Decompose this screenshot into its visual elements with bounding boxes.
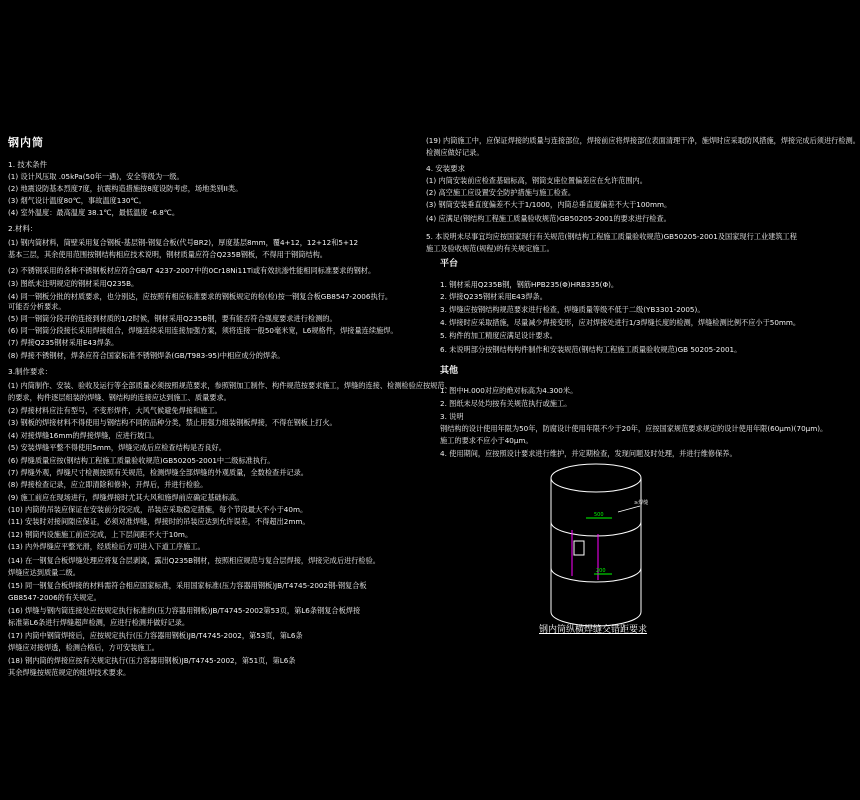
text-line: 2. 焊接Q235钢材采用E43焊条。 — [440, 292, 547, 301]
other-title: 其他 — [440, 366, 459, 376]
text-line: (17) 内筒中钢筒焊接后，应按规定执行(压力容器用钢板)JB/T4745-2002，第53页，第L6条 — [8, 631, 303, 640]
text-line: 其余焊缝按规范规定的组焊技术要求。 — [8, 668, 131, 677]
text-line: 1. 技术条件 — [8, 160, 47, 169]
text-line: 施工及验收规范(规程)的有关规定施工。 — [426, 244, 554, 253]
text-line: 2. 图纸未尽处均按有关规范执行或施工。 — [440, 399, 572, 408]
text-line: 4. 使用期间，应按照设计要求进行维护，并定期检查，发现问题及时处理，并进行维修保养。 — [440, 449, 737, 458]
leader-note: ≥焊缝 — [634, 500, 649, 506]
text-line: (5) 同一钢筒分段开的连接到材质的1/2时候，钢材采用Q235B钢，要有能否符合强度要求进行检测的。 — [8, 314, 337, 323]
text-line: (7) 焊接Q235钢材采用E43焊条。 — [8, 338, 119, 347]
text-line: (7) 焊缝外观，焊缝尺寸检测按照有关规范，检测焊缝全部焊缝的外观质量，全数检查并记录。 — [8, 468, 308, 477]
text-line: 3. 说明 — [440, 412, 464, 421]
text-line: 检测应做好记录。 — [426, 148, 484, 157]
text-line: (1) 内筒安装前应检查基础标高，钢筒支座位置偏差应在允许范围内。 — [426, 176, 647, 185]
dim-label-side: 200 — [596, 568, 606, 574]
dim-label-top: 500 — [594, 512, 604, 518]
text-line: 焊缝应对接焊透，检测合格后，方可安装施工。 — [8, 643, 159, 652]
text-line: (4) 对接焊缝16mm的焊接焊缝，应进行坡口。 — [8, 431, 159, 440]
text-line: 基本三层，其余使用范围按钢结构相应技术说明，钢材质量应符合Q235B钢板，不得用于钢筒结构。 — [8, 250, 327, 259]
text-line: (13) 内外焊缝应平整光滑，经质检后方可进入下道工序施工。 — [8, 542, 205, 551]
text-line: (19) 内筒施工中，应保证焊接的质量与连接部位，焊接前应将焊接部位表面清理干净，施焊时应采取防风措施，焊接完成后须进行检测。 — [426, 136, 860, 145]
text-line: 5. 构件的加工精度应满足设计要求。 — [440, 331, 557, 340]
text-line: (6) 同一钢筒分段接长采用焊接组合，焊缝连续采用连接加强方案，须将连接一般50毫米宽，L6规格件，焊接量连续施焊。 — [8, 326, 398, 335]
text-line: (1) 设计风压取 .05kPa(50年一遇)，安全等级为一级。 — [8, 172, 184, 181]
text-line: 3. 焊缝应按钢结构规范要求进行检查，焊缝质量等级不低于二级(YB3301-2005)。 — [440, 305, 705, 314]
text-line: 6. 未说明部分按钢结构构件制作和安装规范(钢结构工程施工质量验收规范)GB 50205-2001。 — [440, 345, 742, 354]
text-line: (2) 地震设防基本烈度7度，抗震构造措施按8度设防考虑，场地类别II类。 — [8, 184, 243, 193]
text-line: 1. 钢材采用Q235B钢，钢筋HPB235(Φ)HRB335(Φ)。 — [440, 280, 619, 289]
text-line: (2) 高空施工应设置安全防护措施与施工检查。 — [426, 188, 576, 197]
text-line: (2) 不锈钢采用的各种不锈钢板材应符合GB/T 4237-2007中的0Cr18Ni11Ti或有效抗渗性能相同标准要求的钢材。 — [8, 266, 376, 275]
text-line: 焊缝应达到质量二级。 — [8, 568, 80, 577]
text-line: 的要求，构件逐层组装的焊缝、钢结构的连接应达到施工、质量要求。 — [8, 393, 231, 402]
text-line: (1) 内筒制作、安装、验收及运行等全部质量必须按照规范要求，参照钢加工制作、构件规范按要求施工，焊缝的连接、检测检验应按规范、 — [8, 381, 452, 390]
text-line: (1) 钢内筒材料，筒壁采用复合钢板-基层钢-钢复合板(代号BR2)，厚度基层8mm，覆4+12，12+12和5+12 — [8, 238, 359, 247]
text-line: 1. 图中H.000对应的绝对标高为4.300米。 — [440, 386, 578, 395]
text-line: (3) 烟气设计温度80℃，事故温度130℃。 — [8, 196, 146, 205]
text-line: (10) 内筒的吊装应保证在安装前分段完成，吊装应采取稳定措施，每个节段最大不小于40m。 — [8, 505, 308, 514]
platform-title: 平台 — [440, 259, 459, 269]
left-title: 钢内筒 — [8, 136, 44, 149]
text-line: (8) 焊接检查记录，应立即清除和修补，开焊后，并进行检验。 — [8, 480, 208, 489]
text-line: (4) 室外温度：最高温度 38.1℃，最低温度 -6.8℃。 — [8, 208, 180, 217]
text-line: 5. 本说明未尽事宜均应按国家现行有关规范(钢结构工程施工质量验收规范)GB50205-2001及国家现行工业建筑工程 — [426, 232, 797, 241]
text-line: (3) 钢板的焊接材料不得使用与钢结构不同的品种分类，禁止用强力组装钢板焊接，不得在钢板上打火。 — [8, 418, 337, 427]
leader-line — [618, 506, 640, 512]
weld-seam-1 — [551, 522, 641, 536]
text-line: (11) 安装时对接间隙应保证，必须对准焊缝，焊接时的吊装应达到允许误差，不得超出2mm。 — [8, 517, 310, 526]
text-line: 2.材料： — [8, 224, 38, 233]
text-line: 标准第L6条进行焊缝超声检测，应进行检测并做好记录。 — [8, 618, 190, 627]
text-line: 钢结构的设计使用年限为50年，防腐设计使用年限不少于20年，应按国家规范要求规定的设计使用年限(60μm)(70μm)。 — [440, 424, 828, 433]
text-line: (16) 焊缝与钢内筒连接处应按规定执行标准的(压力容器用钢板)JB/T4745-2002第53页，第L6条钢复合板焊接 — [8, 606, 361, 615]
text-line: 4. 焊接时应采取措施，尽量减少焊接变形，应对焊接处进行1/3焊缝长度的检测，焊缝检测比例不应小于50mm。 — [440, 318, 801, 327]
text-line: (2) 焊接材料应注有型号，不变形焊件，大风气候避免焊接和施工。 — [8, 406, 222, 415]
text-line: (8) 焊接不锈钢材，焊条应符合国家标准不锈钢焊条(GB/T983-95)中相应成分的焊条。 — [8, 351, 285, 360]
text-line: 3.制作要求： — [8, 367, 53, 376]
text-line: 可能否分析要求。 — [8, 302, 66, 311]
text-line: (3) 钢筒安装垂直度偏差不大于1/1000，内筒总垂直度偏差不大于100mm。 — [426, 200, 672, 209]
text-line: (4) 应满足(钢结构工程施工质量验收规范)GB50205-2001的要求进行检查。 — [426, 214, 671, 223]
text-line: (6) 焊缝质量应按(钢结构工程施工质量验收规范)GB50205-2001中二级标准执行。 — [8, 456, 275, 465]
text-line: (18) 钢内筒的焊接应按有关规定执行(压力容器用钢板)JB/T4745-2002，第51页，第L6条 — [8, 656, 296, 665]
text-line: (4) 同一钢板分批的材质要求，也分别达，应按照有相应标准要求的钢板规定的检(检)按一钢复合板GB8547-2006执行。 — [8, 292, 393, 301]
tank-top-ellipse — [551, 464, 641, 492]
text-line: 4. 安装要求 — [426, 164, 465, 173]
text-line: (5) 安装焊缝平整不得使用5mm，焊缝完成后应检查结构是否良好。 — [8, 443, 226, 452]
diagram-caption: 钢内筒纵横焊缝交错距要求 — [539, 625, 648, 635]
text-line: (14) 在一钢复合板焊缝处理应将复合层剥离，露出Q235B钢材，按照相应规范与复合层焊接，焊接完成后进行检验。 — [8, 556, 380, 565]
seam-detail-box — [574, 541, 584, 555]
text-line: (9) 施工前应在现场进行，焊缝焊接时尤其大风和施焊前应确定基础标高。 — [8, 493, 244, 502]
text-line: GB8547-2006的有关规定。 — [8, 593, 101, 602]
text-line: (15) 同一钢复合板焊接的材料需符合相应国家标准，采用国家标准(压力容器用钢板)JB/T4745-2002钢-钢复合板 — [8, 581, 367, 590]
text-line: (12) 钢筒内设施施工前应完成，上下层间距不大于10m。 — [8, 530, 193, 539]
text-line: (3) 图纸未注明规定的钢材采用Q235B。 — [8, 279, 139, 288]
text-line: 施工的要求不应小于40μm。 — [440, 436, 533, 445]
